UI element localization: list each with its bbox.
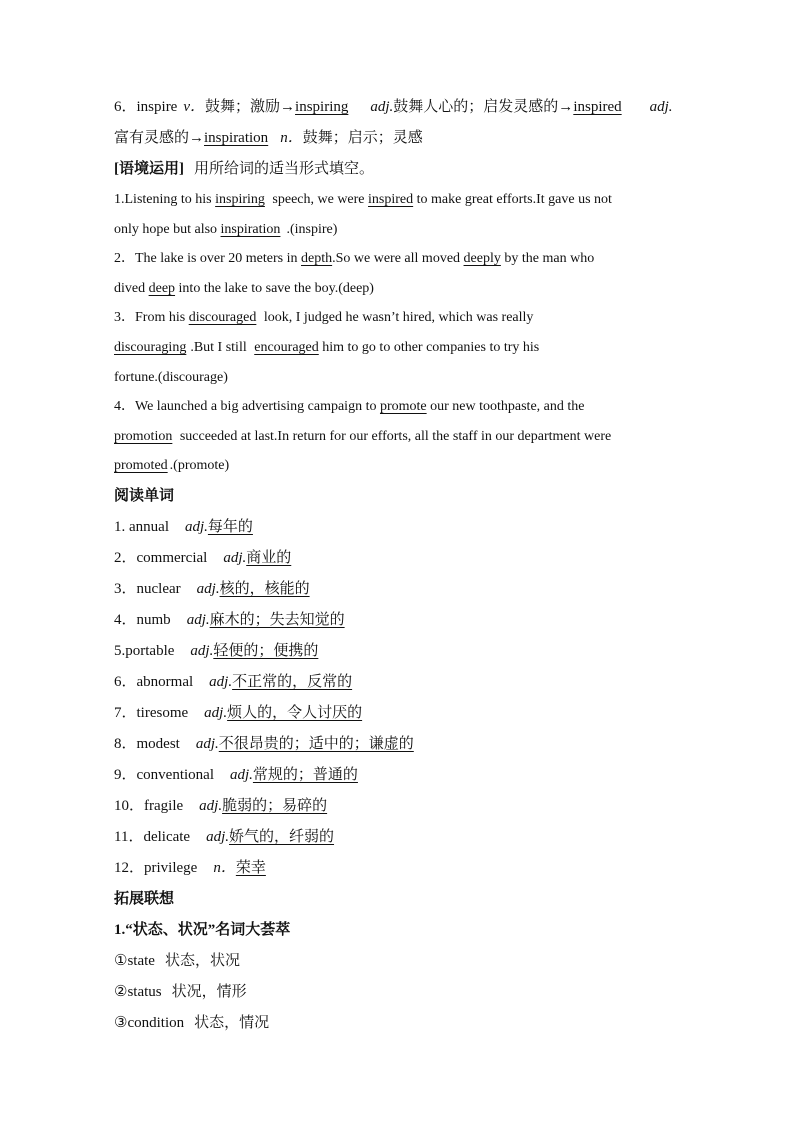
item-number: 8． — [114, 735, 137, 752]
meaning: 状况，情形 — [171, 983, 247, 1000]
answer-blank: deeply — [463, 251, 501, 267]
reading-word-item — [114, 791, 680, 822]
meaning: 核的，核能的 — [219, 580, 310, 597]
vocab-word: privilege — [144, 859, 198, 876]
exercise-text: him to go to other companies to try his — [322, 339, 540, 355]
reading-word-item — [114, 729, 680, 760]
part-of-speech: adj. — [196, 580, 220, 597]
vocab-word: state — [127, 952, 155, 969]
reading-word-item — [114, 760, 680, 791]
answer-blank: inspiration — [204, 130, 269, 146]
vocab-word: commercial — [136, 549, 208, 566]
reading-word-item — [114, 698, 680, 729]
vocab-word: portable — [125, 642, 175, 659]
exercise-text: speech, we were — [272, 192, 365, 207]
meaning: 麻木的；失去知觉的 — [209, 611, 345, 628]
part-of-speech: adj. — [223, 549, 247, 566]
exercise-text: to make great efforts.It gave us not — [416, 192, 612, 207]
exercise3-line2 — [114, 333, 680, 363]
exercise-text: 4．We launched a big advertising campaign to — [114, 399, 377, 415]
answer-blank: inspiring — [295, 99, 349, 115]
exercise-text: .But I still — [190, 339, 247, 355]
meaning: 状态，情况 — [194, 1014, 270, 1031]
vocab-word: status — [127, 983, 162, 1000]
answer-blank: encouraged — [254, 339, 319, 355]
answer-blank: discouraged — [188, 310, 257, 326]
exercise3-line1 — [114, 303, 680, 333]
exercise1-line2 — [114, 215, 680, 245]
reading-heading: 阅读单词 — [114, 487, 175, 504]
exercise-text: 2．The lake is over 20 meters in — [114, 251, 298, 267]
exercise-text: into the lake to save the boy.(deep) — [178, 280, 374, 296]
exercise-text: only hope but also — [114, 221, 218, 237]
vocab-word: abnormal — [136, 673, 194, 690]
item6-line1 — [114, 92, 680, 123]
context-heading — [114, 154, 680, 185]
expand-heading: 拓展联想 — [114, 890, 175, 907]
part-of-speech: adj. — [195, 735, 219, 752]
meaning: 鼓舞人心的；启发灵感的→ — [393, 99, 574, 115]
reading-word-item — [114, 574, 680, 605]
vocab-word: modest — [136, 735, 180, 752]
expand-item — [114, 977, 680, 1008]
reading-word-list — [114, 512, 680, 884]
vocab-word: nuclear — [136, 580, 181, 597]
part-of-speech: adj. — [649, 99, 673, 115]
answer-blank: promote — [379, 399, 427, 415]
vocab-word: annual — [129, 518, 169, 535]
exercise-text: fortune.(discourage) — [114, 369, 228, 385]
reading-word-item — [114, 605, 680, 636]
item-number: 2． — [114, 549, 137, 566]
reading-word-item — [114, 543, 680, 574]
exercise-text: 1.Listening to his — [114, 192, 212, 207]
part-of-speech: adj. — [204, 704, 228, 721]
exercise1-line1 — [114, 185, 680, 215]
part-of-speech: adj. — [370, 99, 394, 115]
exercise-text: look, I judged he wasn’t hired, which was really — [263, 310, 534, 326]
meaning: 状态，状况 — [164, 952, 240, 969]
item-number: 6． — [114, 673, 137, 690]
meaning: 不正常的，反常的 — [232, 673, 353, 690]
exercise-text: dived — [114, 280, 146, 296]
part-of-speech: adj. — [209, 673, 233, 690]
meaning: 脆弱的；易碎的 — [222, 797, 328, 814]
exercise-text: by the man who — [504, 251, 595, 267]
vocab-word: fragile — [144, 797, 184, 814]
exercise4-line2 — [114, 422, 680, 452]
context-label: [语境运用] — [114, 161, 184, 177]
part-of-speech: adj. — [230, 766, 253, 783]
exercise3-line3 — [114, 363, 680, 393]
reading-word-item — [114, 822, 680, 853]
reading-word-item — [114, 667, 680, 698]
exercise4-line3 — [114, 451, 680, 481]
document-content — [114, 92, 680, 1039]
item-number: 9． — [114, 766, 137, 783]
answer-blank: promotion — [114, 428, 173, 444]
part-of-speech: adj. — [184, 518, 208, 535]
vocab-word: numb — [136, 611, 171, 628]
answer-blank: depth — [301, 251, 333, 267]
meaning: 鼓舞；激励→ — [205, 99, 296, 115]
expand-subtitle: 1.“状态、状况”名词大荟萃 — [114, 921, 291, 938]
exercise-text: .(promote) — [169, 458, 230, 474]
vocab-word: delicate — [143, 828, 191, 845]
meaning: 商业的 — [246, 549, 292, 566]
reading-word-item — [114, 512, 680, 543]
exercise-text: 3．From his — [114, 310, 186, 326]
part-of-speech: v． — [183, 99, 206, 115]
item-number: 3． — [114, 580, 137, 597]
expand-item — [114, 946, 680, 977]
item-number: 11． — [114, 828, 144, 845]
item-number: 5. — [114, 642, 126, 659]
part-of-speech: adj. — [206, 828, 230, 845]
circled-number: ② — [114, 983, 128, 1000]
exercise-text: our new toothpaste, and the — [430, 399, 585, 415]
answer-blank: inspired — [573, 99, 622, 115]
meaning: 轻便的；便携的 — [213, 642, 319, 659]
part-of-speech: adj. — [186, 611, 210, 628]
item-number: 7． — [114, 704, 137, 721]
part-of-speech: adj. — [190, 642, 214, 659]
vocab-word: inspire — [136, 99, 178, 115]
part-of-speech: n． — [280, 130, 303, 146]
expand-item — [114, 1008, 680, 1039]
answer-blank: inspiration — [220, 221, 281, 237]
exercise2-line2 — [114, 274, 680, 304]
meaning: 富有灵感的→ — [114, 130, 205, 146]
reading-word-item — [114, 636, 680, 667]
circled-number: ① — [114, 952, 128, 969]
part-of-speech: adj. — [199, 797, 223, 814]
part-of-speech: n． — [213, 859, 236, 876]
meaning: 荣幸 — [235, 859, 266, 876]
answer-blank: discouraging — [114, 339, 187, 355]
item6-line2 — [114, 123, 680, 154]
circled-number: ③ — [114, 1014, 128, 1031]
vocab-word: tiresome — [136, 704, 189, 721]
answer-blank: deep — [148, 280, 176, 296]
meaning: 烦人的，令人讨厌的 — [227, 704, 363, 721]
meaning: 每年的 — [207, 518, 253, 535]
reading-word-item — [114, 853, 680, 884]
exercise4-line1 — [114, 392, 680, 422]
context-instruction: 用所给词的适当形式填空。 — [194, 161, 375, 177]
meaning: 不很昂贵的；适中的；谦虚的 — [218, 735, 414, 752]
item-number: 6． — [114, 99, 137, 115]
exercise-text: .So we were all moved — [332, 251, 461, 267]
meaning: 娇气的，纤弱的 — [229, 828, 335, 845]
vocab-word: condition — [127, 1014, 185, 1031]
answer-blank: inspired — [368, 192, 414, 207]
exercise2-line1 — [114, 244, 680, 274]
answer-blank: promoted — [114, 458, 168, 474]
meaning: 常规的；普通的 — [252, 766, 358, 783]
item-number: 12． — [114, 859, 145, 876]
item-number: 4． — [114, 611, 137, 628]
exercise-text: succeeded at last.In return for our efforts, all the staff in our department were — [179, 428, 612, 444]
item-number: 10． — [114, 797, 145, 814]
meaning: 鼓舞；启示；灵感 — [302, 130, 423, 146]
answer-blank: inspiring — [215, 192, 265, 207]
exercise-text: .(inspire) — [286, 221, 338, 237]
expand-list — [114, 946, 680, 1039]
item-number: 1. — [114, 518, 129, 535]
vocab-word: conventional — [136, 766, 214, 783]
